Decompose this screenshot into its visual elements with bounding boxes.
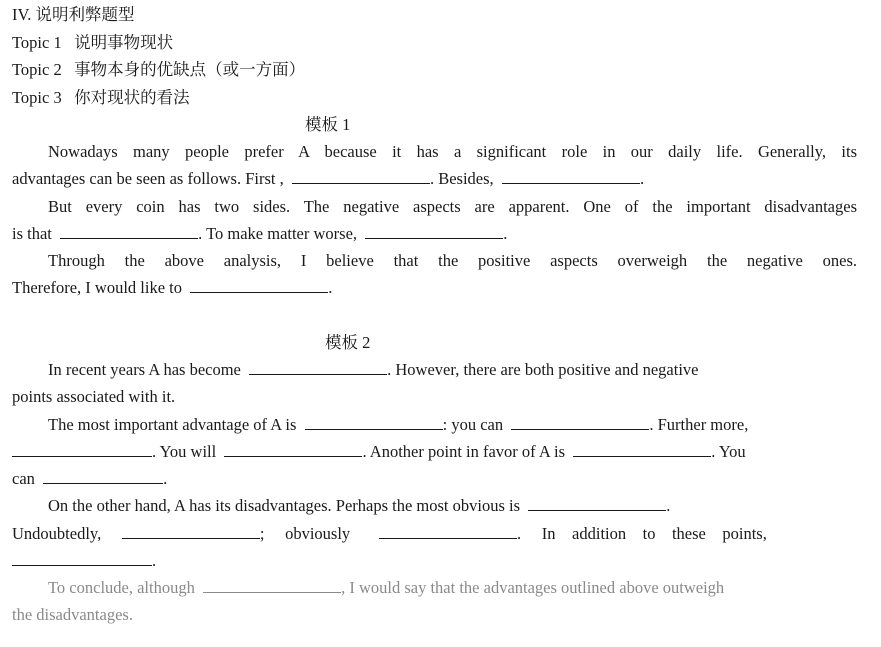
- fill-blank[interactable]: [190, 278, 328, 293]
- fill-blank[interactable]: [528, 496, 666, 511]
- t2-p3-text: these: [671, 524, 706, 543]
- fill-blank[interactable]: [379, 524, 517, 539]
- t1-p1-text: advantages can be seen as follows. First ,: [12, 169, 284, 188]
- t1-p3-text: Through the above analysis, I believe that the positive aspects overweigh the negative ones.: [48, 251, 857, 270]
- topic-text: 事物本身的优缺点（或一方面）: [74, 60, 306, 79]
- fill-blank[interactable]: [502, 169, 640, 184]
- topic-text: 你对现状的看法: [74, 88, 190, 107]
- t2-p4-line-1: [48, 578, 724, 598]
- fill-blank[interactable]: [573, 442, 711, 457]
- topic-label: Topic 1: [12, 33, 62, 52]
- t2-p2-text: . You: [711, 442, 746, 461]
- t2-p2-text: .: [163, 469, 168, 488]
- t1-p2-line-2: [12, 224, 507, 244]
- t2-p2-text: The most important advantage of A is: [48, 415, 297, 434]
- t2-p3-text: Undoubtedly,: [12, 524, 102, 543]
- t2-p4-text: the disadvantages.: [12, 605, 133, 624]
- t1-p1-line-2: [12, 169, 644, 189]
- fill-blank[interactable]: [43, 469, 163, 484]
- t1-p2-text: But every coin has two sides. The negative aspects are apparent. One of the important disadvantages: [48, 197, 857, 216]
- t1-p2-text: is that: [12, 224, 52, 243]
- t1-p1-text: Nowadays many people prefer A because it has a significant role in our daily life. Generally, its: [48, 142, 857, 161]
- t1-p3-text: Therefore, I would like to: [12, 278, 182, 297]
- t2-p2-line-3: [12, 469, 167, 489]
- t2-p2-text: . Further more,: [649, 415, 749, 434]
- template-2-title: 模板 2: [325, 333, 371, 352]
- t2-p1-line-2: [12, 387, 175, 407]
- t2-p1-text: In recent years A has become: [48, 360, 241, 379]
- fill-blank[interactable]: [12, 551, 152, 566]
- t1-p2-text: . To make matter worse,: [198, 224, 358, 243]
- topic-line-2: [12, 60, 305, 80]
- t2-p3-text: obviously: [285, 524, 351, 543]
- t1-p3-line-1: [48, 251, 857, 271]
- topic-label: Topic 2: [12, 60, 62, 79]
- fill-blank[interactable]: [305, 415, 443, 430]
- t2-p3-line-1: [48, 496, 670, 516]
- topic-label: Topic 3: [12, 88, 62, 107]
- fill-blank[interactable]: [365, 224, 503, 239]
- topic-text: 说明事物现状: [74, 33, 174, 52]
- t2-p2-text: can: [12, 469, 35, 488]
- topic-line-1: [12, 33, 173, 53]
- t2-p4-text: , I would say that the advantages outlined above outweigh: [341, 578, 725, 597]
- t2-p1-text: . However, there are both positive and negative: [387, 360, 699, 379]
- t1-p3-line-2: [12, 278, 332, 298]
- fill-blank[interactable]: [122, 524, 260, 539]
- template-1-title: 模板 1: [305, 115, 351, 134]
- t2-p3-text: On the other hand, A has its disadvantages. Perhaps the most obvious is: [48, 496, 521, 515]
- t2-p2-line-1: [48, 415, 748, 435]
- t2-p2-line-2: [12, 442, 746, 462]
- t2-p1-line-1: [48, 360, 699, 380]
- t1-p1-text: .: [639, 169, 645, 188]
- fill-blank[interactable]: [511, 415, 649, 430]
- section-title-text: IV. 说明利弊题型: [12, 5, 135, 24]
- t1-p3-text: .: [328, 278, 333, 297]
- t2-p3-text: ;: [259, 524, 265, 543]
- fill-blank[interactable]: [60, 224, 198, 239]
- t2-p3-text: to: [642, 524, 656, 543]
- fill-blank[interactable]: [292, 169, 430, 184]
- t2-p4-line-2: [12, 605, 133, 625]
- fill-blank[interactable]: [12, 442, 152, 457]
- t2-p3-text: In: [541, 524, 556, 543]
- topic-line-3: [12, 88, 190, 108]
- t2-p3-text: points,: [722, 524, 767, 543]
- t2-p2-text: : you can: [442, 415, 504, 434]
- section-title: [12, 5, 135, 25]
- fill-blank[interactable]: [224, 442, 362, 457]
- t2-p3-text: .: [666, 496, 671, 515]
- t2-p3-text: .: [152, 551, 157, 570]
- fill-blank[interactable]: [203, 578, 341, 593]
- t2-p2-text: . Another point in favor of A is: [362, 442, 566, 461]
- t1-p1-text: . Besides,: [429, 169, 494, 188]
- t1-p2-line-1: [48, 197, 857, 217]
- t2-p3-line-2: [12, 524, 767, 544]
- t2-p3-text: addition: [572, 524, 627, 543]
- t1-p2-text: .: [503, 224, 508, 243]
- t1-p1-line-1: [48, 142, 857, 162]
- t2-p2-text: . You will: [152, 442, 217, 461]
- fill-blank[interactable]: [249, 360, 387, 375]
- t2-p3-text: .: [517, 524, 522, 543]
- t2-p4-text: To conclude, although: [48, 578, 195, 597]
- t2-p1-text: points associated with it.: [12, 387, 176, 406]
- t2-p3-line-3: [12, 551, 156, 571]
